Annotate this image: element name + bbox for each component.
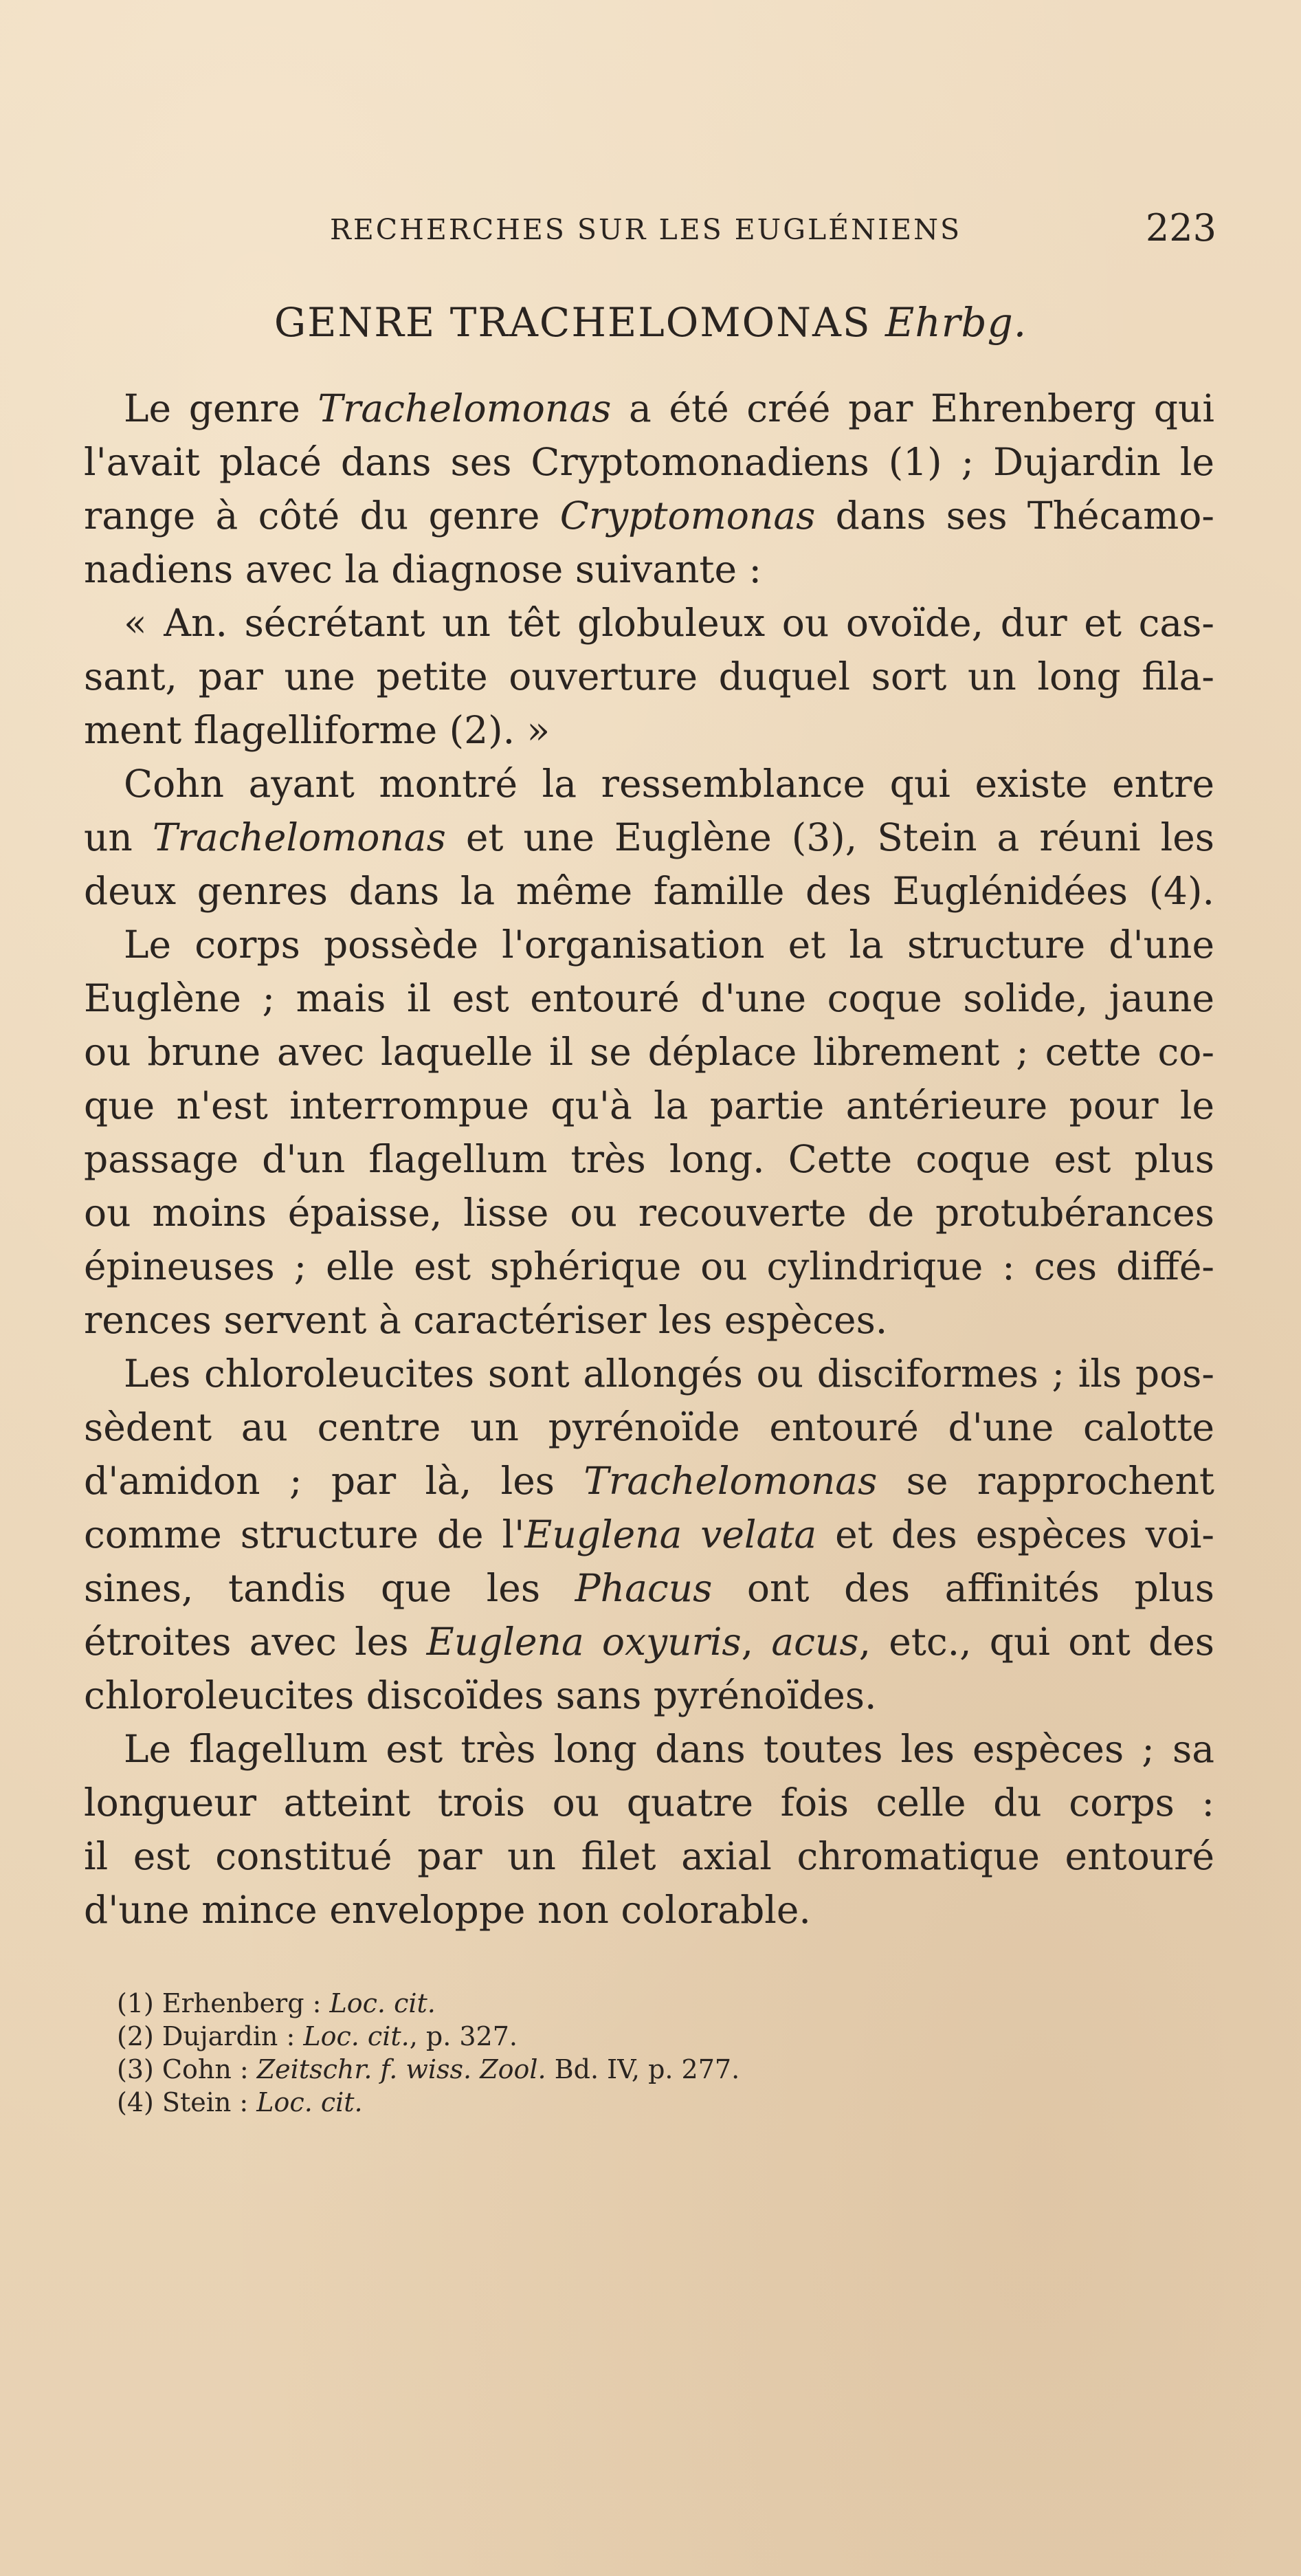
- text-line: Les chloroleucites sont allongés ou disciformes ; ils pos-: [124, 1352, 1214, 1396]
- text-line: chloroleucites discoïdes sans pyrénoïdes.: [84, 1673, 877, 1717]
- text-line: d'amidon ; par là, les Trachelomonas se rapprochent: [84, 1459, 1214, 1503]
- text-line: rences servent à caractériser les espèces.: [84, 1298, 888, 1342]
- italic-term: Cryptomonas: [559, 494, 816, 538]
- text-line: sines, tandis que les Phacus ont des affinités plus: [84, 1566, 1215, 1610]
- text-line: nadiens avec la diagnose suivante :: [84, 547, 762, 591]
- page-number: 223: [1145, 206, 1216, 250]
- text-line: il est constitué par un filet axial chromatique entouré: [84, 1834, 1214, 1878]
- text-line: ou moins épaisse, lisse ou recouverte de protubérances: [84, 1191, 1214, 1235]
- text-line: Euglène ; mais il est entouré d'une coque solide, jaune: [84, 976, 1214, 1020]
- taxonomic-authority: Ehrbg.: [885, 299, 1027, 346]
- text-line: range à côté du genre Cryptomonas dans ses Thécamo-: [84, 494, 1214, 538]
- italic-term: Euglena oxyuris: [426, 1620, 742, 1664]
- page-header: [330, 206, 1216, 261]
- italic-term: Zeitschr. f. wiss. Zool.: [256, 2054, 546, 2084]
- italic-term: Trachelomonas: [152, 815, 446, 859]
- text-line: comme structure de l'Euglena velata et des espèces voi-: [84, 1512, 1214, 1556]
- footnote: (4) Stein : Loc. cit.: [117, 2087, 363, 2117]
- italic-term: Loc. cit.: [303, 2021, 410, 2051]
- text-line: longueur atteint trois ou quatre fois celle du corps :: [84, 1781, 1214, 1825]
- text-line: passage d'un flagellum très long. Cette coque est plus: [84, 1137, 1214, 1181]
- text-line: Cohn ayant montré la ressemblance qui existe entre: [124, 762, 1214, 806]
- text-line: ment flagelliforme (2). »: [84, 708, 551, 752]
- body-text: [84, 382, 1214, 1937]
- running-head: RECHERCHES SUR LES EUGLÉNIENS: [330, 213, 962, 246]
- text-line: Le genre Trachelomonas a été créé par Ehrenberg qui: [124, 386, 1214, 430]
- italic-term: Loc. cit.: [329, 1988, 436, 2018]
- text-line: épineuses ; elle est sphérique ou cylindrique : ces diffé-: [84, 1244, 1214, 1288]
- text-line: l'avait placé dans ses Cryptomonadiens (1) ; Dujardin le: [84, 440, 1214, 484]
- text-line: que n'est interrompue qu'à la partie antérieure pour le: [84, 1083, 1214, 1127]
- footnotes: [117, 1987, 1010, 2119]
- footnote: (3) Cohn : Zeitschr. f. wiss. Zool. Bd. IV, p. 277.: [117, 2054, 740, 2084]
- section-title: [0, 299, 1301, 346]
- italic-term: Phacus: [575, 1566, 713, 1610]
- italic-term: Euglena velata: [524, 1512, 817, 1556]
- italic-term: Trachelomonas: [318, 386, 612, 430]
- footnote: (1) Erhenberg : Loc. cit.: [117, 1988, 436, 2018]
- genus-title: GENRE TRACHELOMONAS: [274, 299, 871, 346]
- text-line: ou brune avec laquelle il se déplace librement ; cette co-: [84, 1030, 1214, 1074]
- text-line: « An. sécrétant un têt globuleux ou ovoïde, dur et cas-: [124, 601, 1214, 645]
- footnote: (2) Dujardin : Loc. cit., p. 327.: [117, 2021, 518, 2051]
- text-line: deux genres dans la même famille des Euglénidées (4).: [84, 869, 1214, 913]
- text-line: sèdent au centre un pyrénoïde entouré d'une calotte: [84, 1405, 1214, 1449]
- text-line: d'une mince enveloppe non colorable.: [84, 1888, 811, 1932]
- text-line: un Trachelomonas et une Euglène (3), Stein a réuni les: [84, 815, 1214, 859]
- italic-term: Trachelomonas: [583, 1459, 878, 1503]
- text-line: Le corps possède l'organisation et la structure d'une: [124, 923, 1214, 967]
- italic-term: Loc. cit.: [256, 2087, 363, 2117]
- text-line: étroites avec les Euglena oxyuris, acus, etc., qui ont des: [84, 1620, 1214, 1664]
- italic-term: acus: [771, 1620, 859, 1664]
- text-line: Le flagellum est très long dans toutes les espèces ; sa: [124, 1727, 1214, 1771]
- text-line: sant, par une petite ouverture duquel sort un long fila-: [84, 654, 1214, 698]
